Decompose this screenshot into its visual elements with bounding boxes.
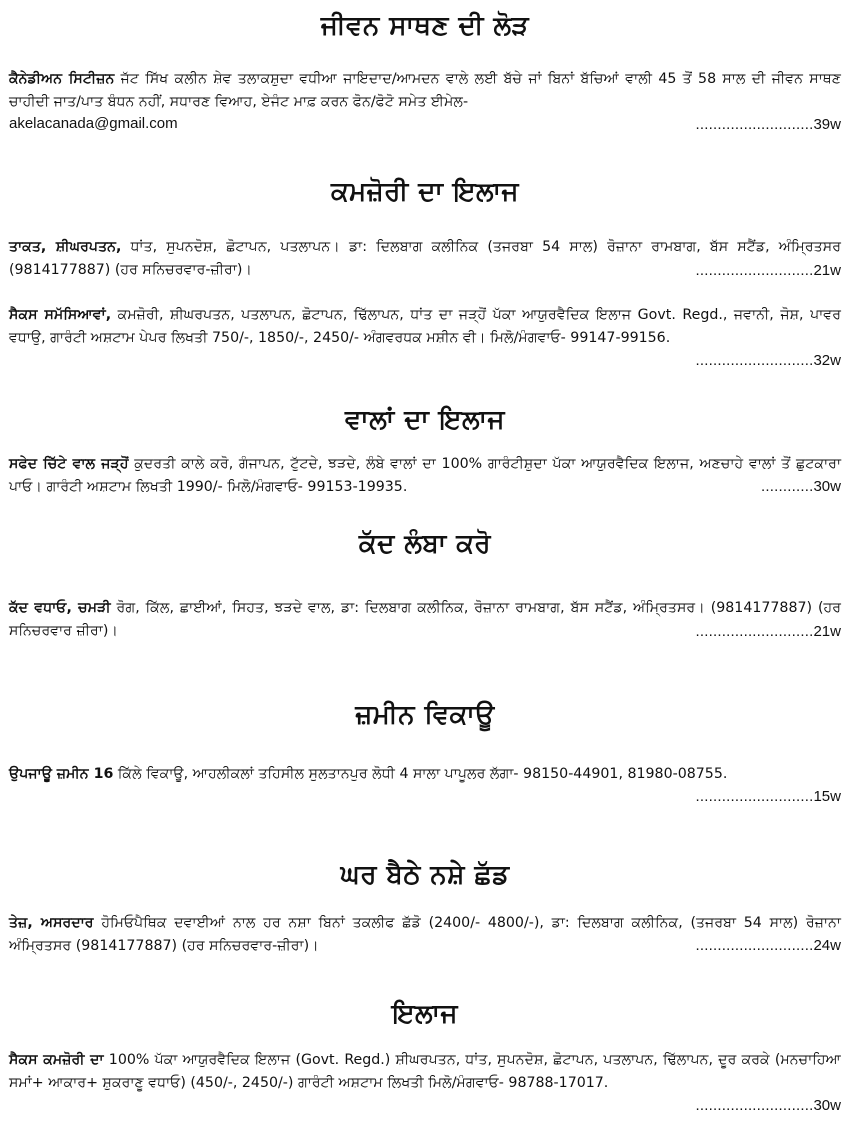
ad-lead: ਤੇਜ਼, ਅਸਰਦਾਰ [9,915,94,931]
ad-reference [696,114,841,136]
section-heading-treatment: ਇਲਾਜ [391,999,459,1029]
ad-reference-dots: ........................... [695,1097,814,1114]
ad-reference-dots: ........................... [695,352,814,369]
ad-email: akelacanada@gmail.com [9,115,178,132]
ad-weakness-2 [9,304,841,349]
ad-lead: ਤਾਕਤ, ਸ਼ੀਘਰਪਤਨ, [9,239,122,255]
section-heading-matrimonial: ਜੀਵਨ ਸਾਥਣ ਦੀ ਲੋੜ [320,11,530,41]
ad-reference-dots: ........................... [695,116,814,133]
ad-reference [696,621,841,643]
ad-reference-dots: ........................... [695,788,814,805]
ad-reference-dots: ........................... [695,623,814,640]
ad-lead: ਉਪਜਾਊ ਜ਼ਮੀਨ 16 [9,766,114,782]
ad-reference [696,1095,841,1117]
ad-reference-code: 21w [813,262,841,279]
ad-body: ਹੋਮਿਓਪੈਥਿਕ ਦਵਾਈਆਂ ਨਾਲ ਹਰ ਨਸ਼ਾ ਬਿਨਾਂ ਤਕਲੀਫ ਛੱਡੋ (2400/- 4800/-), ਡਾ: ਦਿਲਬਾਗ ਕਲੀਨਿਕ, (ਤਜਰਬਾ 54 ਸਾਲ) ਰੋਜ਼ਾਨਾ ਅੰਮ੍ਰਿਤਸਰ (9814177887) (ਹਰ ਸਨਿਚਰਵਾਰ-ਜ਼ੀਰਾ)। [9,915,841,954]
ad-lead: ਸੈਕਸ ਕਮਜ਼ੋਰੀ ਦਾ [9,1052,104,1068]
section-heading-weakness: ਕਮਜ਼ੋਰੀ ਦਾ ਇਲਾਜ [330,177,520,207]
ad-reference-code: 24w [813,937,841,954]
ad-body: ਕੁਦਰਤੀ ਕਾਲੇ ਕਰੋ, ਗੰਜਾਪਨ, ਟੁੱਟਦੇ, ਝੜਦੇ, ਲੰਬੇ ਵਾਲਾਂ ਦਾ 100% ਗਾਰੰਟੀਸ਼ੁਦਾ ਪੱਕਾ ਆਯੁਰਵੈਦਿਕ ਇਲਾਜ, ਅਣਚਾਹੇ ਵਾਲਾਂ ਤੋਂ ਛੁਟਕਾਰਾ ਪਾਓ। ਗਾਰੰਟੀ ਅਸ਼ਟਾਮ ਲਿਖਤੀ 1990/- ਮਿਲੋ/ਮੰਗਵਾਓ- 99153-19935. [9,456,842,495]
ad-body: ਜੱਟ ਸਿੱਖ ਕਲੀਨ ਸ਼ੇਵ ਤਲਾਕਸ਼ੁਦਾ ਵਧੀਆ ਜਾਇਦਾਦ/ਆਮਦਨ ਵਾਲੇ ਲਈ ਬੱਚੇ ਜਾਂ ਬਿਨਾਂ ਬੱਚਿਆਂ ਵਾਲੀ 45 ਤੋਂ 58 ਸਾਲ ਦੀ ਜੀਵਨ ਸਾਥਣ ਚਾਹੀਦੀ ਜਾਤ/ਪਾਤ ਬੰਧਨ ਨਹੀਂ, ਸਧਾਰਣ ਵਿਆਹ, ਏਜੰਟ ਮਾਫ਼ ਕਰਨ ਫੋਨ/ਫੋਟੋ ਸਮੇਤ ਈਮੇਲ- [9,71,842,110]
ad-body: ਕਮਜ਼ੋਰੀ, ਸ਼ੀਘਰਪਤਨ, ਪਤਲਾਪਨ, ਛੋਟਾਪਨ, ਢਿੱਲਾਪਨ, ਧਾਂਤ ਦਾ ਜੜ੍ਹੋਂ ਪੱਕਾ ਆਯੁਰਵੈਦਿਕ ਇਲਾਜ Govt. Regd., ਜਵਾਨੀ, ਜੋਸ਼, ਪਾਵਰ ਵਧਾਉ, ਗਾਰੰਟੀ ਅਸ਼ਟਾਮ ਪੇਪਰ ਲਿਖਤੀ 750/-, 1850/-, 2450/- ਅੰਗਵਰਧਕ ਮਸ਼ੀਨ ਵੀ। ਮਿਲੋ/ਮੰਗਵਾਓ- 99147-99156. [9,307,841,346]
ad-reference-code: 15w [813,788,841,805]
ad-body: ਧਾਂਤ, ਸੁਪਨਦੋਸ਼, ਛੋਟਾਪਨ, ਪਤਲਾਪਨ। ਡਾ: ਦਿਲਬਾਗ ਕਲੀਨਿਕ (ਤਜਰਬਾ 54 ਸਾਲ) ਰੋਜ਼ਾਨਾ ਰਾਮਬਾਗ, ਬੱਸ ਸਟੈਂਡ, ਅੰਮ੍ਰਿਤਸਰ (9814177887) (ਹਰ ਸਨਿਚਰਵਾਰ-ਜ਼ੀਰਾ)। [9,239,841,278]
ad-body: 100% ਪੱਕਾ ਆਯੁਰਵੈਦਿਕ ਇਲਾਜ (Govt. Regd.) ਸ਼ੀਘਰਪਤਨ, ਧਾਂਤ, ਸੁਪਨਦੋਸ਼, ਛੋਟਾਪਨ, ਪਤਲਾਪਨ, ਢਿੱਲਾਪਨ, ਦੂਰ ਕਰਕੇ (ਮਨਚਾਹਿਆ ਸਮਾਂ+ ਆਕਾਰ+ ਸ਼ੁਕਰਾਣੂ ਵਧਾਓ) (450/-, 2450/-) ਗਾਰੰਟੀ ਅਸ਼ਟਾਮ ਲਿਖਤੀ ਮਿਲੋ/ਮੰਗਵਾਓ- 98788-17017. [9,1052,841,1091]
section-heading-land: ਜ਼ਮੀਨ ਵਿਕਾਊ [355,700,495,730]
section-heading-hair: ਵਾਲਾਂ ਦਾ ਇਲਾਜ [345,405,505,435]
ad-land [9,763,841,786]
section-heading-addiction: ਘਰ ਬੈਠੇ ਨਸ਼ੇ ਛੱਡ [340,860,510,890]
ad-reference [696,786,841,808]
section-heading-height: ਕੱਦ ਲੰਬਾ ਕਰੋ [358,529,492,559]
ad-lead: ਸਫੇਦ ਚਿੱਟੇ ਵਾਲ ਜੜ੍ਹੋਂ [9,456,129,472]
ad-reference-dots: ........................... [695,262,814,279]
ad-reference [696,260,841,282]
ad-treatment [9,1049,841,1094]
ad-reference [696,350,841,372]
ad-reference-code: 39w [813,116,841,133]
ad-reference-dots: ............ [761,478,814,495]
ad-reference [761,476,841,498]
ad-reference-code: 21w [813,623,841,640]
ad-lead: ਕੈਨੇਡੀਅਨ ਸਿਟੀਜ਼ਨ [9,71,115,87]
ad-lead: ਕੱਦ ਵਧਾਓ, ਚਮੜੀ [9,600,111,616]
ad-lead: ਸੈਕਸ ਸਮੱਸਿਆਵਾਂ, [9,307,112,323]
ad-hair [9,453,841,498]
ad-body: ਕਿੱਲੇ ਵਿਕਾਊ, ਆਹਲੀਕਲਾਂ ਤਹਿਸੀਲ ਸੁਲਤਾਨਪੁਰ ਲੋਧੀ 4 ਸਾਲਾ ਪਾਪੂਲਰ ਲੱਗਾ- 98150-44901, 81980-08755. [113,766,728,782]
ad-reference-code: 32w [813,352,841,369]
ad-body: ਰੋਗ, ਕਿੱਲ, ਛਾਈਆਂ, ਸਿਹਤ, ਝੜਦੇ ਵਾਲ, ਡਾ: ਦਿਲਬਾਗ ਕਲੀਨਿਕ, ਰੋਜ਼ਾਨਾ ਰਾਮਬਾਗ, ਬੱਸ ਸਟੈਂਡ, ਅੰਮ੍ਰਿਤਸਰ। (9814177887) (ਹਰ ਸਨਿਚਰਵਾਰ ਜ਼ੀਰਾ)। [9,600,841,639]
ad-reference-code: 30w [813,478,841,495]
ad-reference-code: 30w [813,1097,841,1114]
ad-reference [696,935,841,957]
ad-reference-dots: ........................... [695,937,814,954]
